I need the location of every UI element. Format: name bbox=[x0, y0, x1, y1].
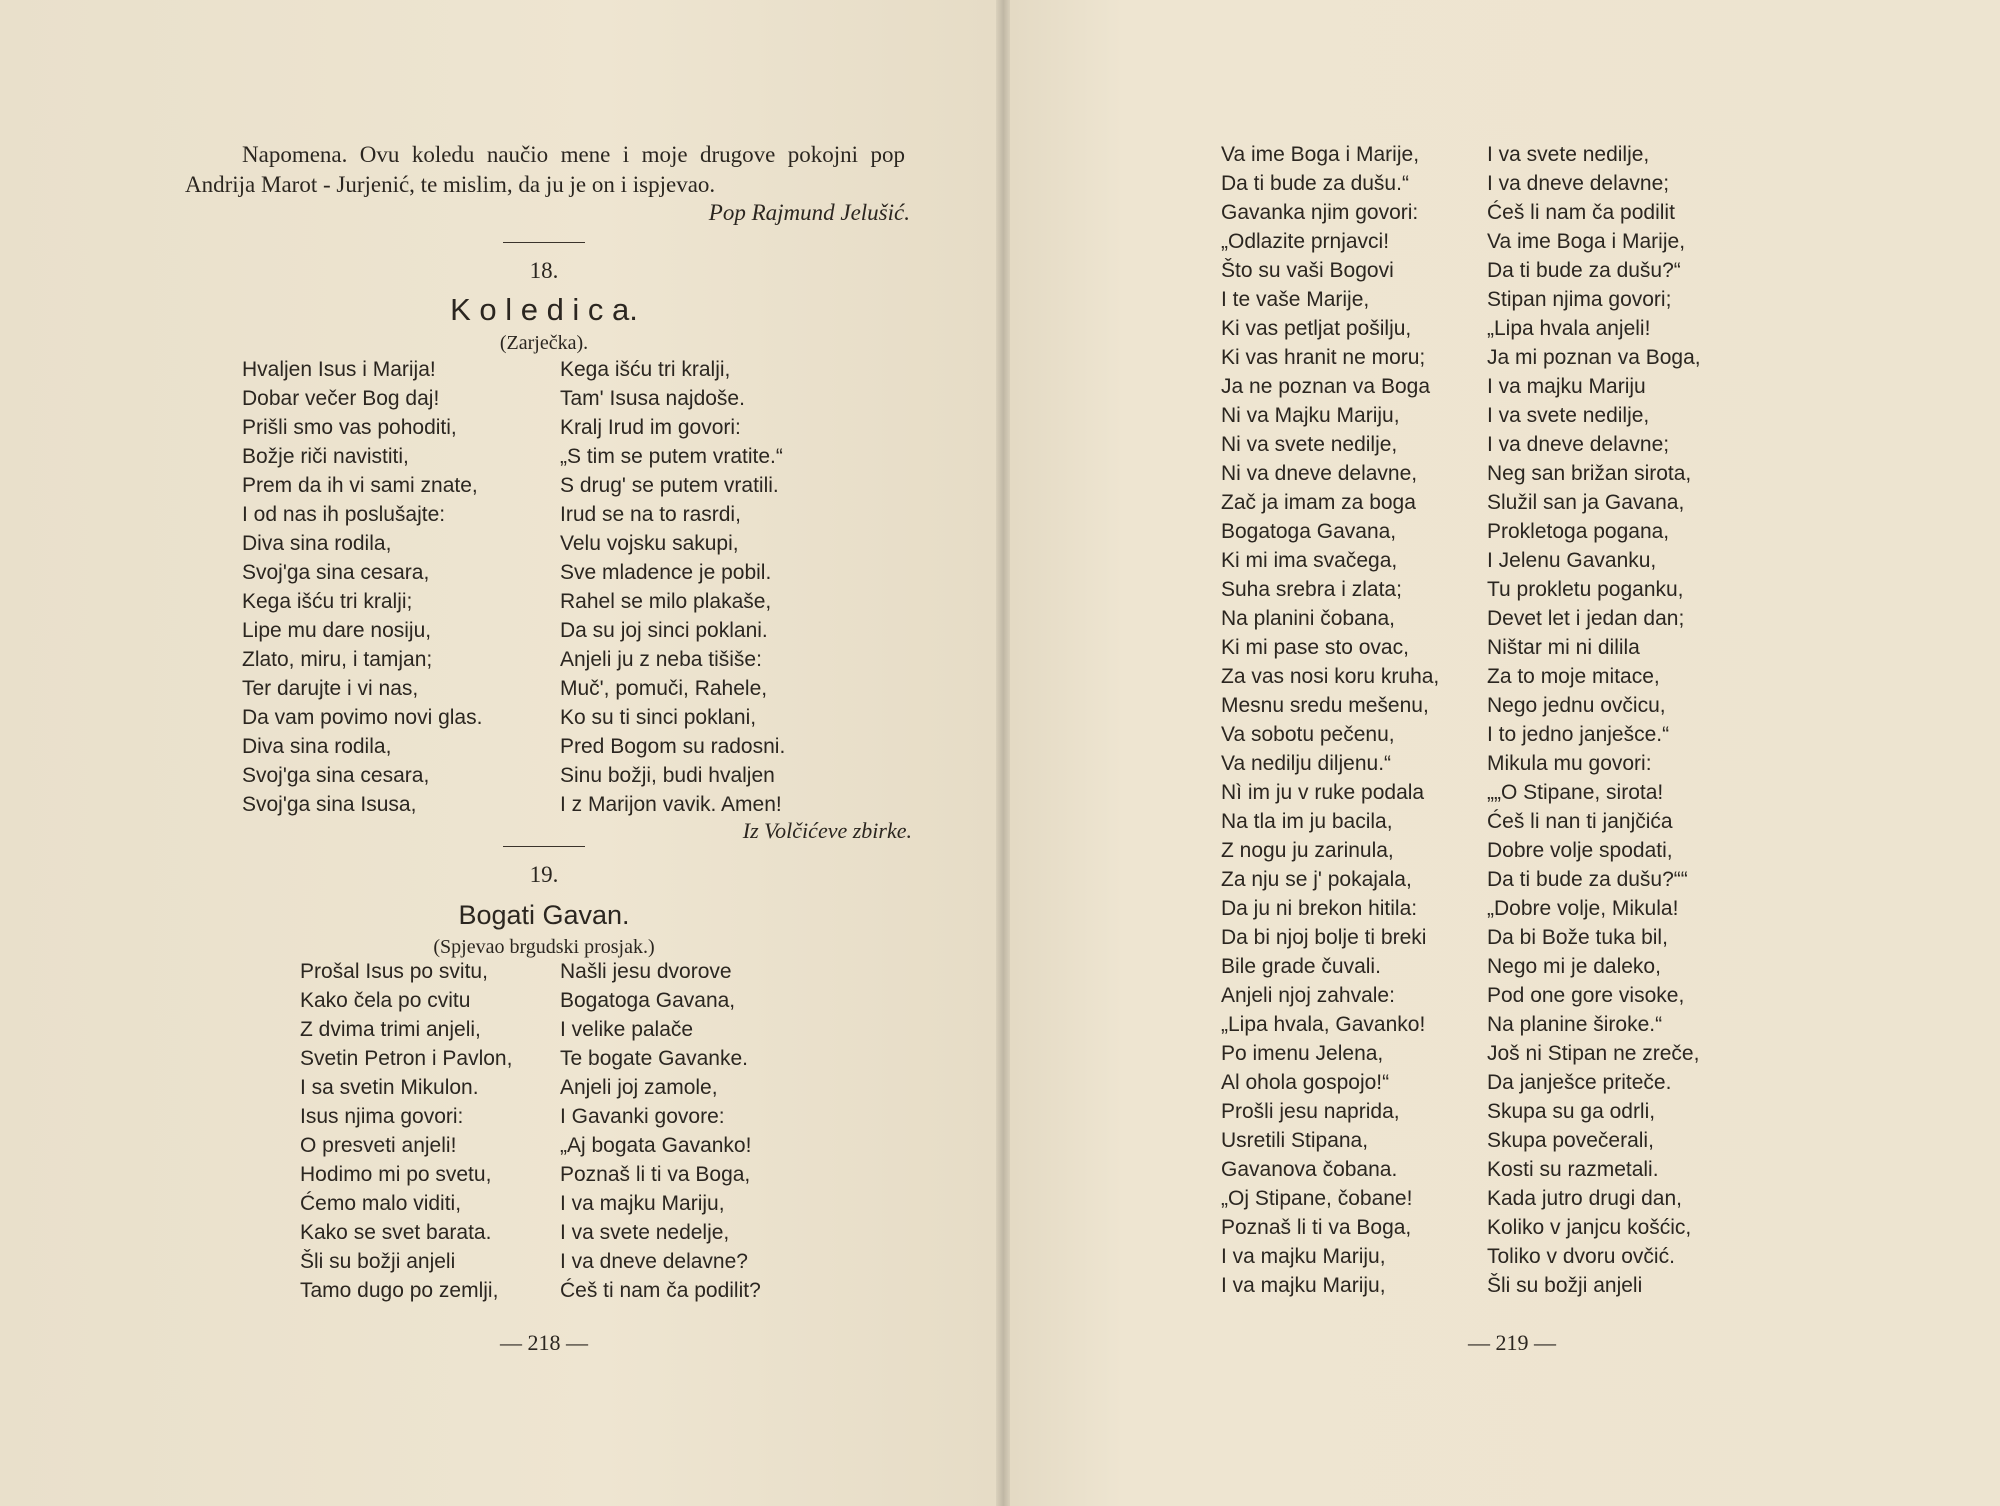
verse-line: „S tim se putem vratite.“ bbox=[560, 445, 783, 468]
verse-line: Devet let i jedan dan; bbox=[1487, 607, 1685, 630]
verse-line: „Oj Stipane, čobane! bbox=[1221, 1187, 1413, 1210]
verse-line: I va majku Mariju, bbox=[1221, 1245, 1386, 1268]
verse-line: Svoj'ga sina cesara, bbox=[242, 561, 430, 584]
verse-line: Skupa su ga odrli, bbox=[1487, 1100, 1656, 1123]
verse-line: Ćemo malo viditi, bbox=[300, 1192, 462, 1215]
verse-line: I Gavanki govore: bbox=[560, 1105, 725, 1128]
verse-line: Te bogate Gavanke. bbox=[560, 1047, 748, 1070]
verse-line: Velu vojsku sakupi, bbox=[560, 532, 739, 555]
verse-line: Ki mi pase sto ovac, bbox=[1221, 636, 1409, 659]
verse-line: Pred Bogom su radosni. bbox=[560, 735, 786, 758]
verse-line: I va dneve delavne; bbox=[1487, 433, 1670, 456]
verse-line: Ter darujte i vi nas, bbox=[242, 677, 419, 700]
note-text: Napomena. Ovu koledu naučio mene i moje drugove pokojni pop Andrija Marot - Jurjenić, te mislim, da ju je on i ispjevao. bbox=[185, 142, 905, 197]
verse-line: Prošal Isus po svitu, bbox=[300, 960, 488, 983]
verse-line: Poznaš li ti va Boga, bbox=[1221, 1216, 1412, 1239]
verse-line: Prišli smo vas pohoditi, bbox=[242, 416, 457, 439]
verse-line: Nì im ju v ruke podala bbox=[1221, 781, 1425, 804]
verse-line: Tu prokletu poganku, bbox=[1487, 578, 1684, 601]
verse-line: Ćeš ti nam ča podilit? bbox=[560, 1279, 761, 1302]
song-19-column-1 bbox=[300, 957, 512, 1305]
verse-line: Ki vas hranit ne moru; bbox=[1221, 346, 1426, 369]
verse-line: Al ohola gospojo!“ bbox=[1221, 1071, 1390, 1094]
verse-line: Da ti bude za dušu.“ bbox=[1221, 172, 1409, 195]
verse-line: Da bi Bože tuka bil, bbox=[1487, 926, 1668, 949]
verse-line: Ništar mi ni dilila bbox=[1487, 636, 1640, 659]
verse-line: Rahel se milo plakaše, bbox=[560, 590, 772, 613]
verse-line: Ni va dneve delavne, bbox=[1221, 462, 1418, 485]
verse-line: Z nogu ju zarinula, bbox=[1221, 839, 1394, 862]
verse-line: I va svete nedilje, bbox=[1487, 404, 1650, 427]
verse-line: Još ni Stipan ne zreče, bbox=[1487, 1042, 1700, 1065]
verse-line: Za to moje mitace, bbox=[1487, 665, 1660, 688]
song-18-number: 18. bbox=[529, 258, 559, 283]
verse-line: Kega išću tri kralji; bbox=[242, 590, 413, 613]
song-18-source: Iz Volčićeve zbirke. bbox=[742, 818, 912, 843]
right-page bbox=[1003, 0, 2000, 1506]
verse-line: Prokletoga pogana, bbox=[1487, 520, 1670, 543]
verse-line: Stipan njima govori; bbox=[1487, 288, 1672, 311]
verse-line: I va dneve delavne; bbox=[1487, 172, 1670, 195]
verse-line: Va sobotu pečenu, bbox=[1221, 723, 1395, 746]
verse-line: Našli jesu dvorove bbox=[560, 960, 732, 983]
verse-line: Va nedilju diljenu.“ bbox=[1221, 752, 1392, 775]
verse-line: I va majku Mariju bbox=[1487, 375, 1646, 398]
verse-line: Da su joj sinci poklani. bbox=[560, 619, 768, 642]
note-signature: Pop Rajmund Jelušić. bbox=[708, 200, 910, 225]
verse-line: Neg san brižan sirota, bbox=[1487, 462, 1692, 485]
verse-line: I va svete nedelje, bbox=[560, 1221, 730, 1244]
verse-line: Ćeš li nam ča podilit bbox=[1487, 201, 1675, 224]
verse-line: Ja ne poznan va Boga bbox=[1221, 375, 1430, 398]
verse-line: Toliko v dvoru ovčić. bbox=[1487, 1245, 1675, 1268]
verse-line: Što su vaši Bogovi bbox=[1221, 259, 1394, 282]
verse-line: Bogatoga Gavana, bbox=[1221, 520, 1397, 543]
verse-line: Da ti bude za dušu?“ bbox=[1487, 259, 1681, 282]
verse-line: Zlato, miru, i tamjan; bbox=[242, 648, 433, 671]
verse-line: I od nas ih poslušajte: bbox=[242, 503, 446, 526]
verse-line: Zač ja imam za boga bbox=[1221, 491, 1416, 514]
verse-line: Da vam povimo novi glas. bbox=[242, 706, 483, 729]
verse-line: Kada jutro drugi dan, bbox=[1487, 1187, 1682, 1210]
section-divider bbox=[503, 846, 585, 847]
song-18-column-1 bbox=[242, 355, 482, 819]
verse-line: Ćeš li nan ti janjčića bbox=[1487, 810, 1673, 833]
verse-line: „Lipa hvala, Gavanko! bbox=[1221, 1013, 1426, 1036]
verse-line: Hodimo mi po svetu, bbox=[300, 1163, 492, 1186]
verse-line: Ni va svete nedilje, bbox=[1221, 433, 1398, 456]
verse-line: Služil san ja Gavana, bbox=[1487, 491, 1685, 514]
verse-line: Prošli jesu naprida, bbox=[1221, 1100, 1400, 1123]
verse-line: Tamo dugo po zemlji, bbox=[300, 1279, 499, 1302]
song-19-number: 19. bbox=[529, 862, 559, 887]
book-gutter bbox=[996, 0, 1010, 1506]
note-paragraph bbox=[185, 140, 905, 200]
verse-line: Šli su božji anjeli bbox=[1487, 1274, 1643, 1297]
song-19-title: Bogati Gavan. bbox=[458, 900, 630, 930]
verse-line: Nego jednu ovčicu, bbox=[1487, 694, 1666, 717]
verse-line: Za vas nosi koru kruha, bbox=[1221, 665, 1440, 688]
verse-line: Svoj'ga sina cesara, bbox=[242, 764, 430, 787]
verse-line: I sa svetin Mikulon. bbox=[300, 1076, 479, 1099]
verse-line: Kako se svet barata. bbox=[300, 1221, 492, 1244]
verse-line: Prem da ih vi sami znate, bbox=[242, 474, 478, 497]
verse-line: Muč', pomuči, Rahele, bbox=[560, 677, 768, 700]
verse-line: Poznaš li ti va Boga, bbox=[560, 1163, 751, 1186]
verse-line: Anjeli joj zamole, bbox=[560, 1076, 718, 1099]
verse-line: O presveti anjeli! bbox=[300, 1134, 457, 1157]
verse-line: Bile grade čuvali. bbox=[1221, 955, 1381, 978]
verse-line: Usretili Stipana, bbox=[1221, 1129, 1369, 1152]
section-divider bbox=[503, 242, 585, 243]
right-column-1 bbox=[1221, 140, 1439, 1300]
verse-line: I va svete nedilje, bbox=[1487, 143, 1650, 166]
verse-line: Kako čela po cvitu bbox=[300, 989, 471, 1012]
verse-line: Anjeli njoj zahvale: bbox=[1221, 984, 1395, 1007]
verse-line: Kega išću tri kralji, bbox=[560, 358, 731, 381]
verse-line: I va majku Mariju, bbox=[560, 1192, 725, 1215]
verse-line: S drug' se putem vratili. bbox=[560, 474, 779, 497]
song-18-title: K o l e d i c a. bbox=[450, 292, 638, 327]
verse-line: „Lipa hvala anjeli! bbox=[1487, 317, 1651, 340]
verse-line: Gavanka njim govori: bbox=[1221, 201, 1419, 224]
verse-line: Nego mi je daleko, bbox=[1487, 955, 1661, 978]
verse-line: Irud se na to rasrdi, bbox=[560, 503, 741, 526]
verse-line: Lipe mu dare nosiju, bbox=[242, 619, 432, 642]
verse-line: Hvaljen Isus i Marija! bbox=[242, 358, 436, 381]
verse-line: Da ti bude za dušu?““ bbox=[1487, 868, 1688, 891]
verse-line: Kralj Irud im govori: bbox=[560, 416, 741, 439]
verse-line: Z dvima trimi anjeli, bbox=[300, 1018, 481, 1041]
verse-line: Diva sina rodila, bbox=[242, 532, 392, 555]
verse-line: Suha srebra i zlata; bbox=[1221, 578, 1402, 601]
verse-line: Anjeli ju z neba tišiše: bbox=[560, 648, 762, 671]
song-18-subtitle: (Zarječka). bbox=[499, 332, 589, 354]
verse-line: Ki mi ima svačega, bbox=[1221, 549, 1398, 572]
verse-line: Po imenu Jelena, bbox=[1221, 1042, 1384, 1065]
verse-line: Isus njima govori: bbox=[300, 1105, 464, 1128]
verse-line: I velike palače bbox=[560, 1018, 694, 1041]
verse-line: Svoj'ga sina Isusa, bbox=[242, 793, 417, 816]
verse-line: Va ime Boga i Marije, bbox=[1487, 230, 1686, 253]
verse-line: Diva sina rodila, bbox=[242, 735, 392, 758]
verse-line: „Odlazite prnjavci! bbox=[1221, 230, 1390, 253]
verse-line: Na planini čobana, bbox=[1221, 607, 1395, 630]
verse-line: I to jedno janješce.“ bbox=[1487, 723, 1670, 746]
verse-line: I te vaše Marije, bbox=[1221, 288, 1370, 311]
page-number-218: — 218 — bbox=[500, 1330, 588, 1355]
song-19-subtitle: (Spjevao brgudski prosjak.) bbox=[433, 936, 655, 958]
verse-line: „„O Stipane, sirota! bbox=[1487, 781, 1664, 804]
verse-line: Da ju ni brekon hitila: bbox=[1221, 897, 1418, 920]
song-19-column-2 bbox=[560, 957, 761, 1305]
verse-line: Da janješce priteče. bbox=[1487, 1071, 1672, 1094]
verse-line: Pod one gore visoke, bbox=[1487, 984, 1685, 1007]
verse-line: Va ime Boga i Marije, bbox=[1221, 143, 1420, 166]
verse-line: Mikula mu govori: bbox=[1487, 752, 1652, 775]
verse-line: Dobre volje spodati, bbox=[1487, 839, 1673, 862]
verse-line: Tam' Isusa najdoše. bbox=[560, 387, 745, 410]
song-18-column-2 bbox=[560, 355, 785, 819]
verse-line: „Aj bogata Gavanko! bbox=[560, 1134, 752, 1157]
verse-line: Gavanova čobana. bbox=[1221, 1158, 1398, 1181]
verse-line: Dobar večer Bog daj! bbox=[242, 387, 440, 410]
verse-line: Ko su ti sinci poklani, bbox=[560, 706, 757, 729]
verse-line: I Jelenu Gavanku, bbox=[1487, 549, 1657, 572]
verse-line: Bogatoga Gavana, bbox=[560, 989, 736, 1012]
verse-line: I z Marijon vavik. Amen! bbox=[560, 793, 782, 816]
verse-line: Koliko v janjcu košćic, bbox=[1487, 1216, 1692, 1239]
verse-line: Šli su božji anjeli bbox=[300, 1250, 456, 1273]
verse-line: I va dneve delavne? bbox=[560, 1250, 748, 1273]
verse-line: Ki vas petljat pošilju, bbox=[1221, 317, 1412, 340]
verse-line: Da bi njoj bolje ti breki bbox=[1221, 926, 1427, 949]
verse-line: Kosti su razmetali. bbox=[1487, 1158, 1659, 1181]
verse-line: Sinu božji, budi hvaljen bbox=[560, 764, 775, 787]
verse-line: Sve mladence je pobil. bbox=[560, 561, 772, 584]
verse-line: I va majku Mariju, bbox=[1221, 1274, 1386, 1297]
page-number-219: — 219 — bbox=[1468, 1330, 1556, 1355]
verse-line: Na tla im ju bacila, bbox=[1221, 810, 1393, 833]
verse-line: Božje riči navistiti, bbox=[242, 445, 409, 468]
verse-line: „Dobre volje, Mikula! bbox=[1487, 897, 1679, 920]
verse-line: Za nju se j' pokajala, bbox=[1221, 868, 1412, 891]
verse-line: Skupa povečerali, bbox=[1487, 1129, 1654, 1152]
verse-line: Ja mi poznan va Boga, bbox=[1487, 346, 1701, 369]
verse-line: Mesnu sredu mešenu, bbox=[1221, 694, 1429, 717]
right-column-2 bbox=[1487, 140, 1701, 1300]
verse-line: Na planine široke.“ bbox=[1487, 1013, 1663, 1036]
verse-line: Ni va Majku Mariju, bbox=[1221, 404, 1400, 427]
verse-line: Svetin Petron i Pavlon, bbox=[300, 1047, 513, 1070]
